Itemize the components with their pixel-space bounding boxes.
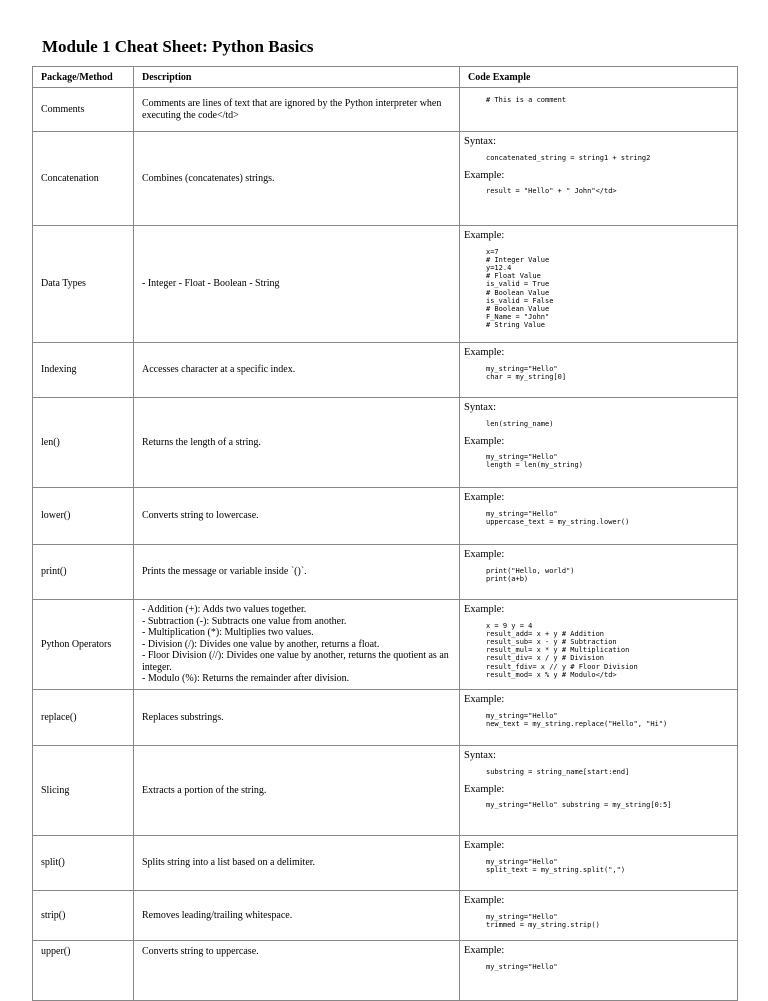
- code-snippet: len(string_name): [486, 419, 554, 428]
- example-label: Example:: [464, 783, 505, 795]
- code-snippet: print("Hello, world") print(a+b): [486, 566, 575, 583]
- syntax-label: Syntax:: [464, 136, 497, 147]
- example-label: Example:: [464, 840, 505, 851]
- method-name: upper(): [33, 941, 134, 1001]
- example-label: Example:: [464, 694, 505, 705]
- code-snippet: my_string="Hello" new_text = my_string.replace("Hello", "Hi"): [486, 711, 668, 728]
- code-snippet: x = 9 y = 4 result_add= x + y # Addition result_sub= x - y # Subtraction result_mul= x * y # Multiplication result_div= x / y # Division result_fdiv= x // y # Floor Division result_mod= x % y # Modulo</td>: [486, 621, 638, 679]
- code-example-cell: [460, 746, 738, 836]
- method-name: Python Operators: [33, 600, 134, 690]
- code-snippet: my_string="Hello" char = my_string[0]: [486, 364, 567, 381]
- code-example-cell: [460, 690, 738, 746]
- method-description: Comments are lines of text that are ignored by the Python interpreter when executing the code</td>: [134, 88, 460, 132]
- method-description: Converts string to uppercase.: [134, 941, 460, 1001]
- header-row: [33, 67, 738, 88]
- method-description: Combines (concatenates) strings.: [134, 132, 460, 226]
- code-snippet: my_string="Hello" length = len(my_string): [486, 453, 583, 470]
- method-name: strip(): [33, 891, 134, 941]
- table-row: [33, 746, 738, 836]
- example-label: Example:: [464, 604, 505, 615]
- method-name: split(): [33, 836, 134, 891]
- code-example-cell: [460, 941, 738, 1001]
- operator-description: - Addition (+): Adds two values together.: [142, 604, 307, 616]
- example-label: Example:: [464, 435, 505, 447]
- operator-description: - Modulo (%): Returns the remainder after division.: [142, 673, 350, 685]
- method-name: Slicing: [33, 746, 134, 836]
- operator-description: - Multiplication (*): Multiplies two values.: [142, 627, 314, 639]
- syntax-label: Syntax:: [464, 750, 497, 761]
- operator-description: - Subtraction (-): Subtracts one value from another.: [142, 615, 347, 627]
- method-name: lower(): [33, 488, 134, 545]
- example-label: Example:: [464, 895, 505, 906]
- code-snippet: # This is a comment: [486, 96, 567, 104]
- header-package-method: Package/Method: [33, 67, 134, 88]
- example-label: Example:: [464, 492, 505, 503]
- cheat-sheet-table: [32, 66, 738, 1001]
- method-description: Converts string to lowercase.: [134, 488, 460, 545]
- operator-description: - Division (/): Divides one value by another, returns a float.: [142, 638, 380, 650]
- code-example-cell: [460, 488, 738, 545]
- table-row: [33, 891, 738, 941]
- table-row: [33, 690, 738, 746]
- code-snippet: substring = string_name[start:end]: [486, 767, 630, 776]
- code-snippet: result = "Hello" + " John"</td>: [486, 187, 617, 196]
- code-example-cell: [460, 545, 738, 600]
- method-name: replace(): [33, 690, 134, 746]
- example-label: Example:: [464, 169, 505, 181]
- code-example-cell: [460, 132, 738, 226]
- method-description: Prints the message or variable inside `()`.: [134, 545, 460, 600]
- table-row: [33, 941, 738, 1001]
- method-name: Concatenation: [33, 132, 134, 226]
- table-row: [33, 88, 738, 132]
- table-row: [33, 343, 738, 398]
- table-row: [33, 226, 738, 343]
- header-description: Description: [134, 67, 460, 88]
- method-description: Extracts a portion of the string.: [134, 746, 460, 836]
- method-name: Comments: [33, 88, 134, 132]
- method-name: print(): [33, 545, 134, 600]
- method-description: Returns the length of a string.: [134, 398, 460, 488]
- method-description: Accesses character at a specific index.: [134, 343, 460, 398]
- method-name: Data Types: [33, 226, 134, 343]
- code-snippet: my_string="Hello" trimmed = my_string.strip(): [486, 912, 600, 929]
- operator-description: - Floor Division (//): Divides one value by another, returns the quotient as an integer.: [142, 650, 449, 673]
- code-example-cell: [460, 398, 738, 488]
- syntax-label: Syntax:: [464, 402, 497, 413]
- method-description: Removes leading/trailing whitespace.: [134, 891, 460, 941]
- example-label: Example:: [464, 230, 505, 241]
- code-snippet: concatenated_string = string1 + string2: [486, 153, 651, 162]
- method-description: - Integer - Float - Boolean - String: [134, 226, 460, 343]
- table-row: [33, 132, 738, 226]
- code-example-cell: [460, 891, 738, 941]
- example-label: Example:: [464, 945, 505, 956]
- header-code-example: Code Example: [460, 67, 738, 88]
- example-label: Example:: [464, 347, 505, 358]
- code-example-cell: [460, 836, 738, 891]
- code-snippet: x=7 # Integer Value y=12.4 # Float Value is_valid = True # Boolean Value is_valid = False # Boolean Value F_Name = "John" # String Value: [486, 247, 554, 330]
- method-name: Indexing: [33, 343, 134, 398]
- code-snippet: my_string="Hello" substring = my_string[0:5]: [486, 801, 672, 810]
- table-row: [33, 488, 738, 545]
- method-description: Replaces substrings.: [134, 690, 460, 746]
- code-example-cell: [460, 88, 738, 132]
- code-example-cell: [460, 600, 738, 690]
- code-example-cell: [460, 343, 738, 398]
- code-snippet: my_string="Hello" uppercase_text = my_string.lower(): [486, 509, 630, 526]
- table-row: [33, 600, 738, 690]
- method-description: [134, 600, 460, 690]
- example-label: Example:: [464, 549, 505, 560]
- code-snippet: my_string="Hello": [486, 962, 558, 971]
- table-row: [33, 836, 738, 891]
- table-row: [33, 545, 738, 600]
- page-title: Module 1 Cheat Sheet: Python Basics: [42, 37, 314, 56]
- method-name: len(): [33, 398, 134, 488]
- code-example-cell: [460, 226, 738, 343]
- method-description: Splits string into a list based on a delimiter.: [134, 836, 460, 891]
- code-snippet: my_string="Hello" split_text = my_string.split(","): [486, 857, 626, 874]
- table-row: [33, 398, 738, 488]
